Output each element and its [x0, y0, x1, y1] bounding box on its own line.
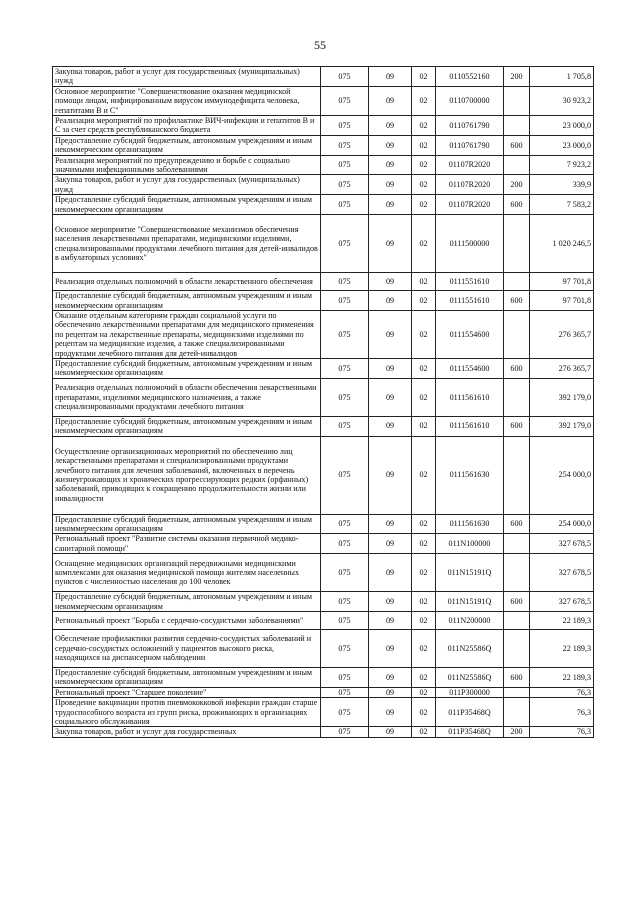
row-name: Региональный проект "Развитие системы оказания первичной медико-санитарной помощи" — [53, 534, 321, 554]
row-department-code: 075 — [321, 135, 369, 155]
row-section-code: 09 — [369, 630, 412, 668]
row-name: Закупка товаров, работ и услуг для государственных (муниципальных) нужд — [53, 67, 321, 87]
row-department-code: 075 — [321, 612, 369, 630]
row-section-code: 09 — [369, 358, 412, 378]
row-subsection-code: 02 — [412, 630, 436, 668]
row-expense-type-code — [504, 698, 530, 727]
row-section-code: 09 — [369, 592, 412, 612]
row-subsection-code: 02 — [412, 273, 436, 291]
row-target-article-code: 0111561610 — [436, 378, 504, 416]
row-department-code: 075 — [321, 514, 369, 534]
row-section-code: 09 — [369, 273, 412, 291]
row-expense-type-code: 200 — [504, 67, 530, 87]
row-target-article-code: 0110761790 — [436, 135, 504, 155]
row-target-article-code: 011N100000 — [436, 534, 504, 554]
row-name: Осуществление организационных мероприятий по обеспечению лиц лекарственными препаратами и специализированными продуктами лечебного питания для лечения заболеваний, включенных в перечень жизнеугрожающих и хронических прогрессирующих редких (орфанных) заболеваний, приводящих к сокращению продолжительности жизни или инвалидности — [53, 436, 321, 514]
row-target-article-code: 01107R2020 — [436, 155, 504, 175]
row-section-code: 09 — [369, 514, 412, 534]
row-department-code: 075 — [321, 195, 369, 215]
table-row — [53, 534, 594, 554]
table-row — [53, 135, 594, 155]
row-department-code: 075 — [321, 698, 369, 727]
row-section-code: 09 — [369, 215, 412, 273]
row-department-code: 075 — [321, 592, 369, 612]
row-subsection-code: 02 — [412, 378, 436, 416]
row-amount: 339,9 — [530, 175, 594, 195]
row-amount: 97 701,8 — [530, 291, 594, 311]
table-row — [53, 195, 594, 215]
row-amount: 327 678,5 — [530, 534, 594, 554]
row-department-code: 075 — [321, 310, 369, 358]
row-department-code: 075 — [321, 554, 369, 592]
row-target-article-code: 011N15191Q — [436, 554, 504, 592]
row-target-article-code: 0111551610 — [436, 291, 504, 311]
row-subsection-code: 02 — [412, 554, 436, 592]
table-row — [53, 668, 594, 688]
table-row — [53, 86, 594, 115]
row-department-code: 075 — [321, 687, 369, 697]
row-section-code: 09 — [369, 554, 412, 592]
row-subsection-code: 02 — [412, 612, 436, 630]
row-name: Предоставление субсидий бюджетным, автономным учреждениям и иным некоммерческим организациям — [53, 668, 321, 688]
row-target-article-code: 011P35468Q — [436, 698, 504, 727]
row-target-article-code: 0110700000 — [436, 86, 504, 115]
row-name: Предоставление субсидий бюджетным, автономным учреждениям и иным некоммерческим организациям — [53, 416, 321, 436]
row-amount: 254 000,0 — [530, 514, 594, 534]
row-amount: 7 583,2 — [530, 195, 594, 215]
table-row — [53, 67, 594, 87]
row-department-code: 075 — [321, 727, 369, 737]
row-section-code: 09 — [369, 378, 412, 416]
row-target-article-code: 01107R2020 — [436, 195, 504, 215]
table-row — [53, 378, 594, 416]
row-expense-type-code: 600 — [504, 514, 530, 534]
table-row — [53, 291, 594, 311]
row-name: Предоставление субсидий бюджетным, автономным учреждениям и иным некоммерческим организациям — [53, 358, 321, 378]
row-department-code: 075 — [321, 668, 369, 688]
budget-table-body — [53, 67, 594, 738]
row-section-code: 09 — [369, 436, 412, 514]
row-expense-type-code: 200 — [504, 175, 530, 195]
page-number: 55 — [314, 38, 326, 52]
row-subsection-code: 02 — [412, 86, 436, 115]
row-section-code: 09 — [369, 116, 412, 136]
row-expense-type-code — [504, 155, 530, 175]
row-target-article-code: 011N25586Q — [436, 630, 504, 668]
row-target-article-code: 011N200000 — [436, 612, 504, 630]
row-expense-type-code — [504, 630, 530, 668]
row-section-code: 09 — [369, 291, 412, 311]
row-department-code: 075 — [321, 215, 369, 273]
row-amount: 97 701,8 — [530, 273, 594, 291]
row-target-article-code: 0111561630 — [436, 514, 504, 534]
row-expense-type-code — [504, 436, 530, 514]
table-row — [53, 727, 594, 737]
table-row — [53, 155, 594, 175]
row-subsection-code: 02 — [412, 116, 436, 136]
row-name: Региональный проект "Старшее поколение" — [53, 687, 321, 697]
row-name: Предоставление субсидий бюджетным, автономным учреждениям и иным некоммерческим организациям — [53, 291, 321, 311]
table-row — [53, 554, 594, 592]
row-section-code: 09 — [369, 727, 412, 737]
row-amount: 76,3 — [530, 727, 594, 737]
row-target-article-code: 011P35468Q — [436, 727, 504, 737]
table-row — [53, 310, 594, 358]
row-section-code: 09 — [369, 668, 412, 688]
row-department-code: 075 — [321, 436, 369, 514]
row-expense-type-code — [504, 378, 530, 416]
row-expense-type-code: 200 — [504, 727, 530, 737]
table-row — [53, 514, 594, 534]
row-amount: 392 179,0 — [530, 378, 594, 416]
row-target-article-code: 0111554600 — [436, 358, 504, 378]
row-name: Основное мероприятие "Совершенствование механизмов обеспечения населения лекарственными препаратами, медицинскими изделиями, специализированными продуктами лечебного питания для детей-инвалидов в амбулаторных условиях" — [53, 215, 321, 273]
row-name: Реализация мероприятий по предупреждению и борьбе с социально значимыми инфекционными заболеваниями — [53, 155, 321, 175]
row-department-code: 075 — [321, 175, 369, 195]
table-row — [53, 416, 594, 436]
row-target-article-code: 0111554600 — [436, 310, 504, 358]
row-amount: 30 923,2 — [530, 86, 594, 115]
row-target-article-code: 0111561630 — [436, 436, 504, 514]
table-row — [53, 630, 594, 668]
table-row — [53, 273, 594, 291]
row-name: Предоставление субсидий бюджетным, автономным учреждениям и иным некоммерческим организациям — [53, 195, 321, 215]
row-amount: 1 705,8 — [530, 67, 594, 87]
row-target-article-code: 0110761790 — [436, 116, 504, 136]
row-section-code: 09 — [369, 416, 412, 436]
row-name: Оказание отдельным категориям граждан социальной услуги по обеспечению лекарственными препаратами для медицинского применения по рецептам на лекарственные препараты, медицинскими изделиями по рецептам на медицинские изделия, а также специализированными продуктами лечебного питания для детей-инвалидов — [53, 310, 321, 358]
row-target-article-code: 011N15191Q — [436, 592, 504, 612]
row-department-code: 075 — [321, 273, 369, 291]
row-section-code: 09 — [369, 67, 412, 87]
row-expense-type-code — [504, 116, 530, 136]
row-subsection-code: 02 — [412, 592, 436, 612]
row-target-article-code: 011P300000 — [436, 687, 504, 697]
row-target-article-code: 01107R2020 — [436, 175, 504, 195]
row-subsection-code: 02 — [412, 436, 436, 514]
row-expense-type-code — [504, 86, 530, 115]
row-amount: 1 020 246,5 — [530, 215, 594, 273]
row-expense-type-code: 600 — [504, 135, 530, 155]
row-name: Закупка товаров, работ и услуг для государственных (муниципальных) нужд — [53, 175, 321, 195]
row-name: Оснащение медицинских организаций передвижными медицинскими комплексами для оказания медицинской помощи жителям населенных пунктов с численностью населения до 100 человек — [53, 554, 321, 592]
row-amount: 254 000,0 — [530, 436, 594, 514]
table-row — [53, 698, 594, 727]
table-row — [53, 612, 594, 630]
row-department-code: 075 — [321, 155, 369, 175]
row-subsection-code: 02 — [412, 514, 436, 534]
row-expense-type-code — [504, 273, 530, 291]
row-department-code: 075 — [321, 86, 369, 115]
row-name: Предоставление субсидий бюджетным, автономным учреждениям и иным некоммерческим организациям — [53, 514, 321, 534]
table-row — [53, 215, 594, 273]
row-expense-type-code — [504, 215, 530, 273]
row-section-code: 09 — [369, 698, 412, 727]
row-subsection-code: 02 — [412, 727, 436, 737]
row-name: Предоставление субсидий бюджетным, автономным учреждениям и иным некоммерческим организациям — [53, 135, 321, 155]
table-row — [53, 436, 594, 514]
row-subsection-code: 02 — [412, 291, 436, 311]
row-subsection-code: 02 — [412, 155, 436, 175]
row-section-code: 09 — [369, 135, 412, 155]
row-department-code: 075 — [321, 534, 369, 554]
table-row — [53, 592, 594, 612]
row-subsection-code: 02 — [412, 358, 436, 378]
row-name: Основное мероприятие "Совершенствование оказания медицинской помощи лицам, инфицированным вирусом иммунодефицита человека, гепатитами В и С" — [53, 86, 321, 115]
row-amount: 276 365,7 — [530, 358, 594, 378]
row-subsection-code: 02 — [412, 668, 436, 688]
row-expense-type-code: 600 — [504, 668, 530, 688]
row-amount: 276 365,7 — [530, 310, 594, 358]
row-target-article-code: 0111500000 — [436, 215, 504, 273]
row-name: Проведение вакцинации против пневмококковой инфекции граждан старше трудоспособного возраста из групп риска, проживающих в организациях социального обслуживания — [53, 698, 321, 727]
row-expense-type-code: 600 — [504, 291, 530, 311]
table-row — [53, 116, 594, 136]
row-name: Региональный проект "Борьба с сердечно-сосудистыми заболеваниями" — [53, 612, 321, 630]
row-name: Обеспечение профилактики развития сердечно-сосудистых заболеваний и сердечно-сосудистых осложнений у пациентов высокого риска, находящихся на диспансерном наблюдении — [53, 630, 321, 668]
row-subsection-code: 02 — [412, 687, 436, 697]
row-department-code: 075 — [321, 116, 369, 136]
row-amount: 23 000,0 — [530, 135, 594, 155]
row-subsection-code: 02 — [412, 310, 436, 358]
row-subsection-code: 02 — [412, 175, 436, 195]
row-expense-type-code: 600 — [504, 592, 530, 612]
row-subsection-code: 02 — [412, 135, 436, 155]
row-amount: 22 189,3 — [530, 612, 594, 630]
row-expense-type-code — [504, 687, 530, 697]
row-subsection-code: 02 — [412, 195, 436, 215]
row-subsection-code: 02 — [412, 416, 436, 436]
row-expense-type-code: 600 — [504, 195, 530, 215]
row-expense-type-code — [504, 554, 530, 592]
row-name: Реализация мероприятий по профилактике ВИЧ-инфекции и гепатитов В и С за счет средств республиканского бюджета — [53, 116, 321, 136]
row-amount: 23 000,0 — [530, 116, 594, 136]
row-amount: 392 179,0 — [530, 416, 594, 436]
row-section-code: 09 — [369, 86, 412, 115]
row-name: Реализация отдельных полномочий в области лекарственного обеспечения — [53, 273, 321, 291]
row-subsection-code: 02 — [412, 698, 436, 727]
row-amount: 7 923,2 — [530, 155, 594, 175]
row-expense-type-code — [504, 310, 530, 358]
budget-table — [52, 66, 594, 738]
row-expense-type-code: 600 — [504, 358, 530, 378]
row-department-code: 075 — [321, 67, 369, 87]
table-row — [53, 687, 594, 697]
row-section-code: 09 — [369, 195, 412, 215]
row-name: Закупка товаров, работ и услуг для государственных — [53, 727, 321, 737]
row-amount: 76,3 — [530, 698, 594, 727]
row-section-code: 09 — [369, 155, 412, 175]
row-section-code: 09 — [369, 175, 412, 195]
row-amount: 327 678,5 — [530, 592, 594, 612]
row-expense-type-code — [504, 534, 530, 554]
row-section-code: 09 — [369, 612, 412, 630]
row-department-code: 075 — [321, 291, 369, 311]
row-department-code: 075 — [321, 416, 369, 436]
table-row — [53, 175, 594, 195]
row-department-code: 075 — [321, 358, 369, 378]
row-section-code: 09 — [369, 534, 412, 554]
row-amount: 76,3 — [530, 687, 594, 697]
row-target-article-code: 0111551610 — [436, 273, 504, 291]
row-amount: 327 678,5 — [530, 554, 594, 592]
row-name: Реализация отдельных полномочий в области обеспечения лекарственными препаратами, изделиями медицинского назначения, а также специализированными продуктами лечебного питания — [53, 378, 321, 416]
table-row — [53, 358, 594, 378]
row-subsection-code: 02 — [412, 215, 436, 273]
row-department-code: 075 — [321, 630, 369, 668]
row-section-code: 09 — [369, 310, 412, 358]
row-amount: 22 189,3 — [530, 668, 594, 688]
row-name: Предоставление субсидий бюджетным, автономным учреждениям и иным некоммерческим организациям — [53, 592, 321, 612]
row-expense-type-code: 600 — [504, 416, 530, 436]
row-expense-type-code — [504, 612, 530, 630]
row-amount: 22 189,3 — [530, 630, 594, 668]
row-target-article-code: 0111561610 — [436, 416, 504, 436]
row-target-article-code: 0110552160 — [436, 67, 504, 87]
row-section-code: 09 — [369, 687, 412, 697]
row-subsection-code: 02 — [412, 67, 436, 87]
row-subsection-code: 02 — [412, 534, 436, 554]
row-department-code: 075 — [321, 378, 369, 416]
row-target-article-code: 011N25586Q — [436, 668, 504, 688]
